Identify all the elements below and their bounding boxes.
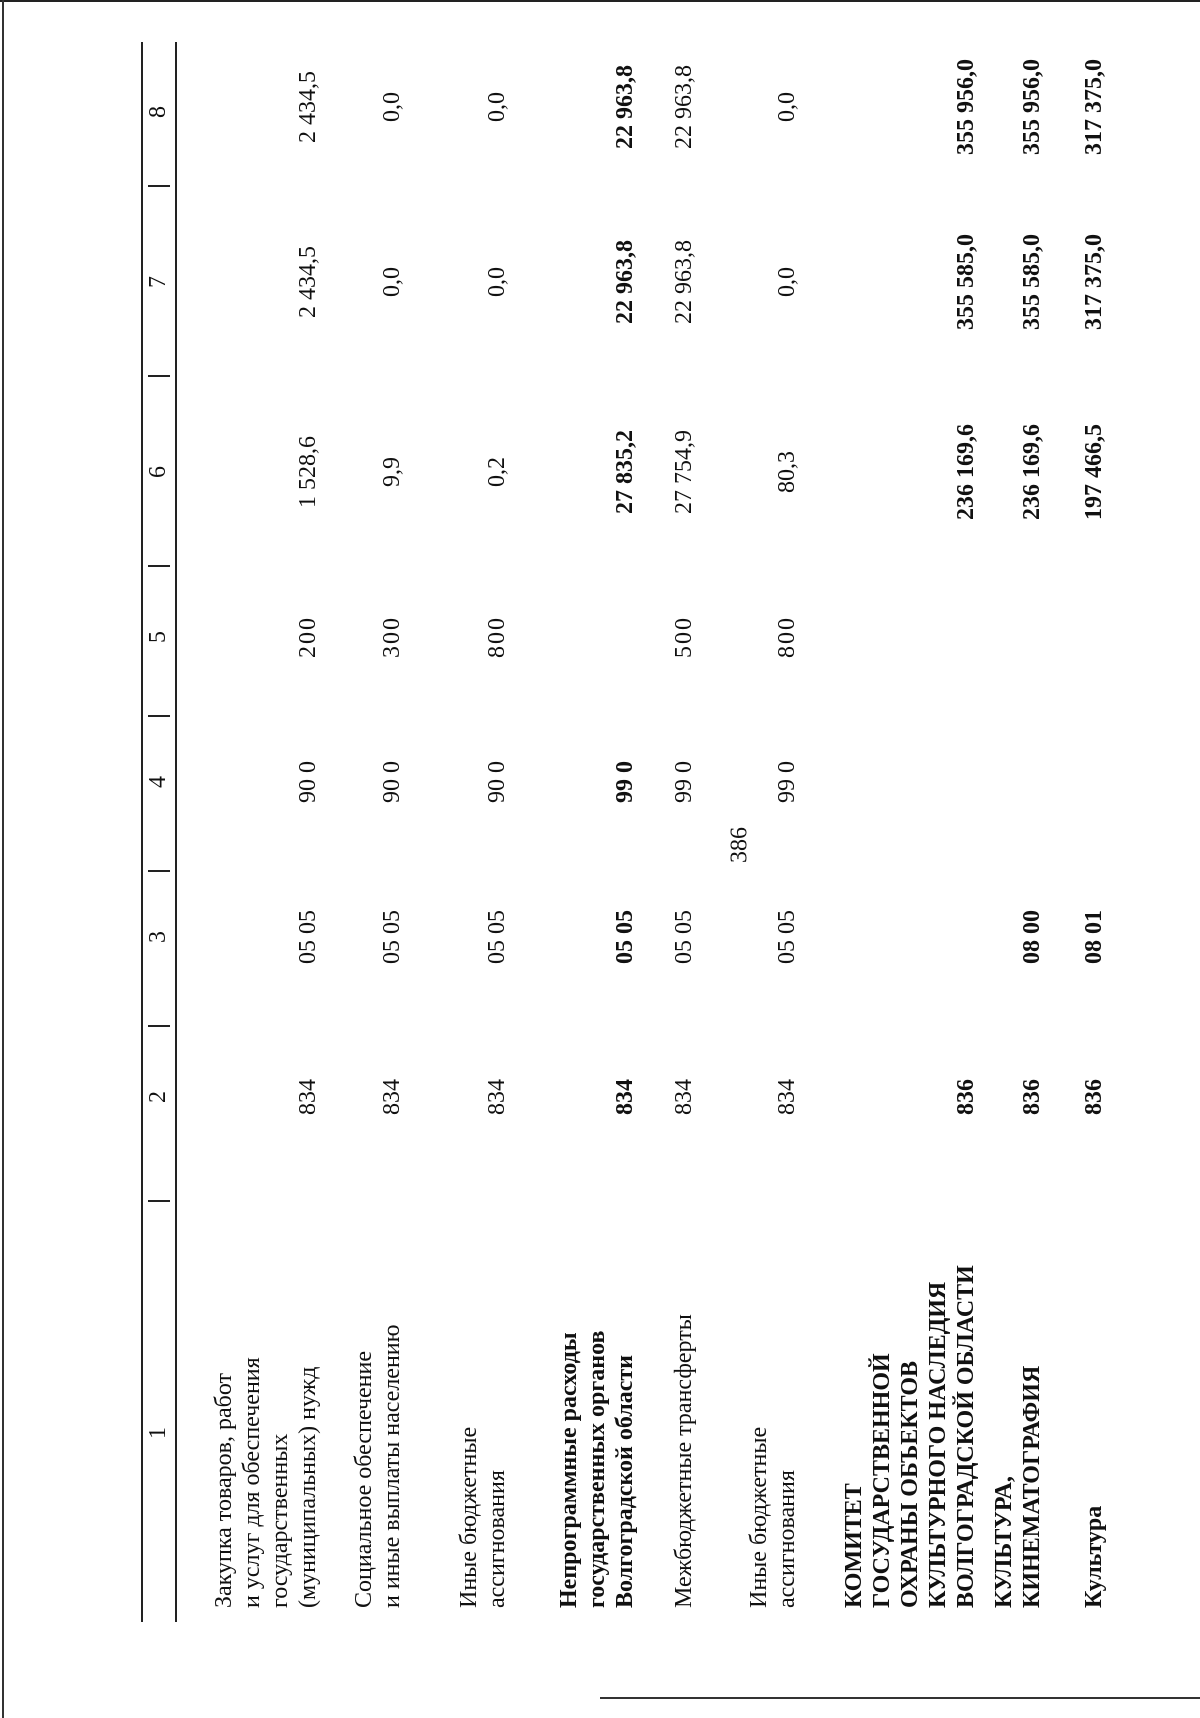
page-bottom-rule — [600, 1697, 1200, 1699]
header-bottom-rule — [175, 42, 177, 1622]
cell-col-2: 834 — [774, 1079, 800, 1115]
row-name: Закупка товаров, работ и услуг для обеспечения государственных (муниципальных) нужд — [211, 1357, 321, 1608]
cell-col-8: 0,0 — [484, 92, 510, 122]
page-number: 386 — [726, 827, 753, 863]
cell-col-7: 0,0 — [774, 267, 800, 297]
cell-col-4: 99 0 — [671, 761, 697, 803]
cell-col-4: 90 0 — [295, 761, 321, 803]
cell-col-3: 05 05 — [379, 910, 405, 964]
cell-col-2: 836 — [1081, 1079, 1107, 1115]
column-divider — [148, 871, 170, 873]
row-name: КОМИТЕТ ГОСУДАРСТВЕННОЙ ОХРАНЫ ОБЪЕКТОВ КУЛЬТУРНОГО НАСЛЕДИЯ ВОЛГОГРАДСКОЙ ОБЛАСТИ — [841, 1265, 979, 1608]
column-header-1: 1 — [145, 1427, 171, 1439]
column-header-6: 6 — [145, 466, 171, 478]
row-name: Культура — [1081, 1505, 1107, 1608]
cell-col-5: 800 — [484, 616, 510, 658]
row-name: Социальное обеспечение и иные выплаты населению — [351, 1324, 405, 1608]
cell-col-2: 834 — [484, 1079, 510, 1115]
cell-col-3: 05 05 — [671, 910, 697, 964]
cell-col-7: 355 585,0 — [953, 234, 979, 330]
cell-col-4: 99 0 — [774, 761, 800, 803]
cell-col-7: 2 434,5 — [295, 246, 321, 318]
column-divider — [148, 1026, 170, 1028]
column-header-2: 2 — [145, 1091, 171, 1103]
cell-col-3: 08 01 — [1081, 910, 1107, 964]
cell-col-8: 317 375,0 — [1081, 59, 1107, 155]
column-header-8: 8 — [145, 106, 171, 118]
row-name: Межбюджетные трансферты — [671, 1314, 697, 1608]
cell-col-2: 834 — [612, 1079, 638, 1115]
cell-col-2: 836 — [953, 1079, 979, 1115]
cell-col-5: 200 — [295, 616, 321, 658]
cell-col-6: 236 169,6 — [953, 424, 979, 520]
row-name: Иные бюджетные ассигнования — [746, 1426, 800, 1608]
cell-col-8: 2 434,5 — [295, 71, 321, 143]
column-divider — [148, 566, 170, 568]
column-divider — [148, 1201, 170, 1203]
row-name: Иные бюджетные ассигнования — [456, 1426, 510, 1608]
cell-col-8: 0,0 — [774, 92, 800, 122]
cell-col-8: 22 963,8 — [671, 65, 697, 149]
cell-col-3: 05 05 — [484, 910, 510, 964]
cell-col-2: 834 — [295, 1079, 321, 1115]
cell-col-3: 08 00 — [1019, 910, 1045, 964]
cell-col-6: 27 754,9 — [671, 430, 697, 514]
column-divider — [148, 716, 170, 718]
page-top-border — [0, 0, 1200, 2]
cell-col-2: 834 — [671, 1079, 697, 1115]
cell-col-3: 05 05 — [295, 910, 321, 964]
cell-col-3: 05 05 — [612, 910, 638, 964]
row-name: КУЛЬТУРА, КИНЕМАТОГРАФИЯ — [991, 1365, 1045, 1608]
cell-col-4: 90 0 — [379, 761, 405, 803]
cell-col-8: 355 956,0 — [953, 59, 979, 155]
cell-col-6: 27 835,2 — [612, 430, 638, 514]
cell-col-7: 22 963,8 — [671, 240, 697, 324]
row-name: Непрограммные расходы государственных органов Волгоградской области — [556, 1330, 638, 1608]
cell-col-6: 0,2 — [484, 457, 510, 487]
cell-col-8: 22 963,8 — [612, 65, 638, 149]
page-left-border — [2, 0, 4, 1718]
cell-col-4: 99 0 — [612, 761, 638, 803]
column-header-3: 3 — [145, 931, 171, 943]
column-header-4: 4 — [145, 776, 171, 788]
cell-col-8: 355 956,0 — [1019, 59, 1045, 155]
cell-col-7: 0,0 — [484, 267, 510, 297]
cell-col-7: 317 375,0 — [1081, 234, 1107, 330]
cell-col-3: 05 05 — [774, 910, 800, 964]
cell-col-6: 1 528,6 — [295, 436, 321, 508]
column-divider — [148, 186, 170, 188]
header-top-rule — [141, 42, 143, 1622]
cell-col-8: 0,0 — [379, 92, 405, 122]
column-header-7: 7 — [145, 276, 171, 288]
cell-col-5: 500 — [671, 616, 697, 658]
cell-col-7: 0,0 — [379, 267, 405, 297]
cell-col-5: 300 — [379, 616, 405, 658]
budget-table — [45, 42, 1155, 1622]
cell-col-6: 197 466,5 — [1081, 424, 1107, 520]
cell-col-6: 236 169,6 — [1019, 424, 1045, 520]
cell-col-6: 80,3 — [774, 451, 800, 493]
cell-col-7: 355 585,0 — [1019, 234, 1045, 330]
cell-col-7: 22 963,8 — [612, 240, 638, 324]
cell-col-5: 800 — [774, 616, 800, 658]
cell-col-6: 9,9 — [379, 457, 405, 487]
column-header-5: 5 — [145, 631, 171, 643]
column-divider — [148, 376, 170, 378]
cell-col-2: 836 — [1019, 1079, 1045, 1115]
cell-col-2: 834 — [379, 1079, 405, 1115]
cell-col-4: 90 0 — [484, 761, 510, 803]
